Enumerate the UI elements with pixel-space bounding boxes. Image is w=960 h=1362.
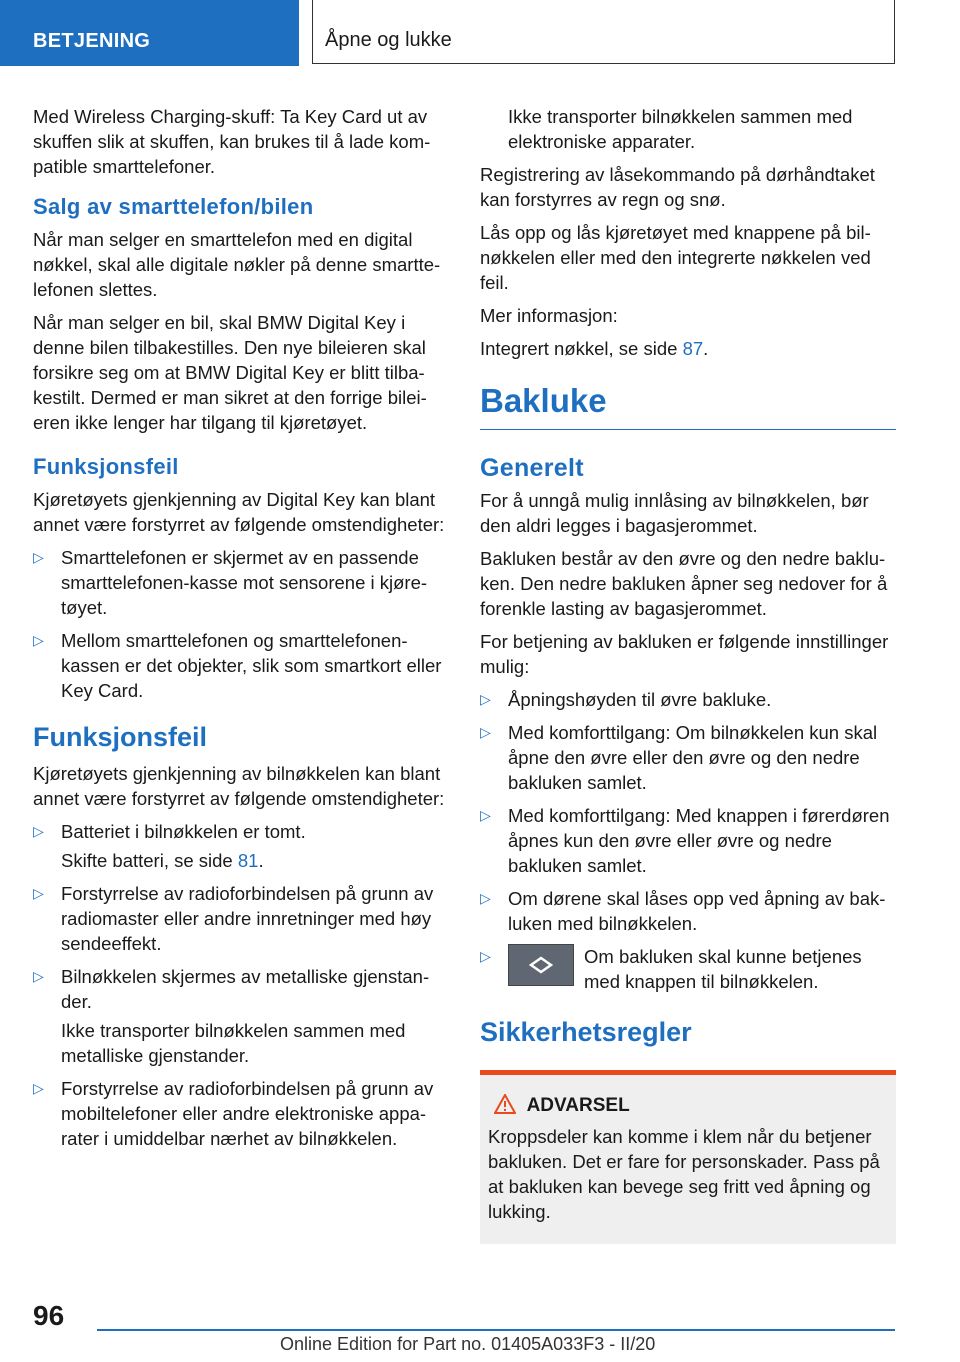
fault2-list: [33, 819, 451, 1151]
triangle-bullet-icon: ▷: [33, 549, 44, 565]
paragraph-more-info: Mer informasjon:: [480, 305, 618, 326]
page-link-87[interactable]: 87: [682, 338, 704, 359]
sub-text: Skifte batteri, se side: [61, 850, 238, 871]
list-item-text: Smarttelefonen er skjermet av en passende smarttelefonen-kasse mot sensorene i kjøretøyet.: [61, 547, 428, 618]
list-item: [480, 803, 896, 878]
triangle-bullet-icon: ▷: [33, 632, 44, 648]
list-item: [480, 886, 896, 936]
sale-heading: Salg av smarttelefon/bilen: [33, 194, 314, 219]
list-item: [480, 944, 896, 994]
triangle-bullet-icon: ▷: [33, 885, 44, 901]
warning-box: [480, 1070, 896, 1244]
integrated-key-text: Integrert nøkkel, se side: [480, 338, 683, 359]
safety-heading: Sikkerhetsregler: [480, 1017, 692, 1047]
list-item-text: Åpningshøyden til øvre bakluke.: [508, 689, 772, 710]
right-column: [480, 104, 896, 1244]
general-heading: Generelt: [480, 454, 584, 482]
page-number: 96: [33, 1300, 65, 1331]
fault1-list: [33, 545, 451, 703]
list-item-text: Bilnøkkelen skjermes av metalliske gjenstander.: [61, 966, 430, 1012]
paragraph-integrated-key: Integrert nøkkel, se side 87.: [480, 338, 709, 359]
list-item-sub: Ikke transporter bilnøkkelen sammen med metalliske gjenstander.: [61, 1020, 406, 1066]
paragraph-lock: Lås opp og lås kjøretøyet med knappene på bilnøkkelen eller med den integrerte nøkkelen ved feil.: [480, 222, 871, 293]
triangle-bullet-icon: ▷: [33, 968, 44, 984]
general-paragraph-3: For betjening av bakluken er følgende innstillinger mulig:: [480, 631, 889, 677]
fault2-heading: Funksjonsfeil: [33, 722, 208, 752]
sale-paragraph-1: Når man selger en smarttelefon med en digital nøkkel, skal alle digitale nøkler på denne smarttelefonen slettes.: [33, 229, 441, 300]
settings-list: [480, 687, 896, 994]
footer-edition: Online Edition for Part no. 01405A033F3 - II/20: [280, 1334, 656, 1354]
intro-paragraph: Med Wireless Charging-skuff: Ta Key Card ut av skuffen slik at skuffen, kan brukes til å lade kompatible smarttelefoner.: [33, 106, 431, 177]
chapter-title: Åpne og lukke: [325, 29, 452, 51]
list-item: [480, 720, 896, 795]
triangle-bullet-icon: ▷: [33, 823, 44, 839]
warning-triangle-icon: [494, 1094, 516, 1114]
list-item-text: Om bakluken skal kunne betjenes med knappen til bilnøkkelen.: [584, 946, 862, 992]
triangle-bullet-icon: ▷: [480, 890, 491, 906]
page-link-81[interactable]: 81: [237, 850, 259, 871]
warning-text: Kroppsdeler kan komme i klem når du betjener bakluken. Det er fare for personskader. Pass på at bakluken kan bevege seg fritt ved åpning og lukking.: [488, 1126, 880, 1222]
list-item: [33, 881, 451, 956]
list-item-text: Med komforttilgang: Med knappen i førerdøren åpnes kun den øvre eller øvre og nedre bakluken samlet.: [508, 805, 890, 876]
list-item: [33, 628, 451, 703]
triangle-bullet-icon: ▷: [480, 724, 491, 740]
continued-text: Ikke transporter bilnøkkelen sammen med elektroniske apparater.: [508, 106, 853, 152]
chapter-tab: [312, 0, 895, 64]
warning-title: ADVARSEL: [526, 1095, 630, 1116]
general-paragraph-1: For å unngå mulig innlåsing av bilnøkkelen, bør den aldri legges i bagasjerommet.: [480, 490, 869, 536]
list-item-text: Om dørene skal låses opp ved åpning av bakluken med bilnøkkelen.: [508, 888, 886, 934]
triangle-bullet-icon: ▷: [480, 807, 491, 823]
sale-paragraph-2: Når man selger en bil, skal BMW Digital Key i denne bilen tilbakestilles. Den nye bileieren skal forsikre seg om at BMW Digital Key er blitt tilbakestilt. Dermed er man sikret at den forrige bileieren ikke lenger har tilgang til kjøretøyet.: [33, 312, 427, 433]
left-column: [33, 104, 451, 1159]
list-item-text: Batteriet i bilnøkkelen er tomt.: [61, 821, 306, 842]
fault2-paragraph: Kjøretøyets gjenkjenning av bilnøkkelen kan blant annet være forstyrret av følgende omstendigheter:: [33, 763, 445, 809]
warning-title-row: [488, 1093, 888, 1118]
paragraph-rain: Registrering av låsekommando på dørhåndtaket kan forstyrres av regn og snø.: [480, 164, 875, 210]
list-item-text: Med komforttilgang: Om bilnøkkelen kun skal åpne den øvre eller den øvre og den nedre bakluken samlet.: [508, 722, 878, 793]
triangle-bullet-icon: ▷: [33, 1080, 44, 1096]
list-item-text: Forstyrrelse av radioforbindelsen på grunn av radiomaster eller andre innretninger med høy sendeeffekt.: [61, 883, 434, 954]
list-item: [33, 964, 451, 1068]
section-tab: [0, 0, 299, 66]
list-item: [33, 819, 451, 873]
section-heading-bakluke: Bakluke: [480, 381, 896, 430]
list-item: [33, 1076, 451, 1151]
list-item: [480, 687, 896, 712]
fault1-paragraph: Kjøretøyets gjenkjenning av Digital Key kan blant annet være forstyrret av følgende omstendigheter:: [33, 489, 445, 535]
tailgate-button-icon: [508, 944, 574, 986]
list-item: [33, 545, 451, 620]
general-paragraph-2: Bakluken består av den øvre og den nedre bakluken. Den nedre bakluken åpner seg nedover for å forenkle lasting av bagasjerommet.: [480, 548, 888, 619]
triangle-bullet-icon: ▷: [480, 691, 491, 707]
fault1-heading: Funksjonsfeil: [33, 454, 179, 479]
triangle-bullet-icon: ▷: [480, 948, 491, 964]
footer-divider: [97, 1329, 895, 1331]
section-title: BETJENING: [33, 30, 151, 52]
list-item-text: Forstyrrelse av radioforbindelsen på grunn av mobiltelefoner eller andre elektroniske apparater i umiddelbar nærhet av bilnøkkelen.: [61, 1078, 434, 1149]
list-item-text: Mellom smarttelefonen og smarttelefonenkassen er det objekter, slik som smartkort eller Key Card.: [61, 630, 442, 701]
list-item-sub: Skifte batteri, se side 81.: [61, 850, 264, 871]
